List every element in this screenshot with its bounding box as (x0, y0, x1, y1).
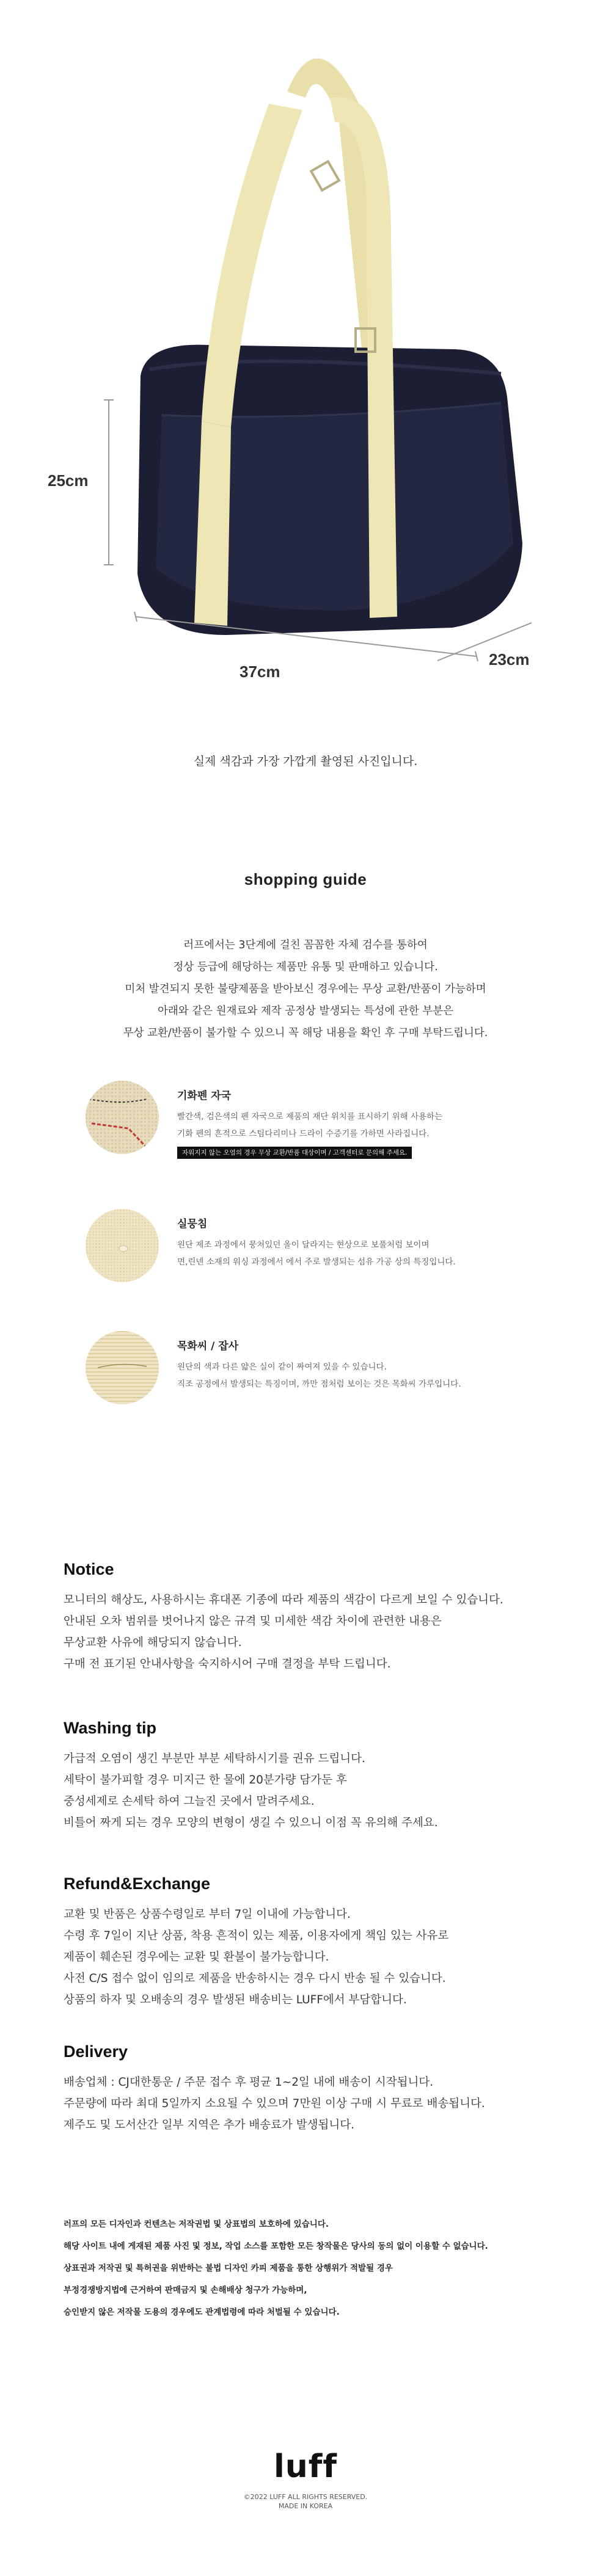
width-dimension: 37cm (240, 662, 280, 681)
legal-line: 러프의 모든 디자인과 컨텐츠는 저작권법 및 상표법의 보호하에 있습니다. (64, 2219, 329, 2229)
made-in-text: MADE IN KOREA (278, 2502, 333, 2510)
guide-line: 미처 발견되지 못한 불량제품을 받아보신 경우에는 무상 교환/반품이 가능하며 (125, 983, 486, 995)
washing-tip-body (64, 1748, 565, 1834)
delivery-line: 주문량에 따라 최대 5일까지 소요될 수 있으며 7만원 이상 구매 시 무료로 배송됩니다. (64, 2097, 485, 2110)
shopping-guide-text (0, 934, 611, 1044)
depth-dimension: 23cm (489, 650, 530, 669)
item-desc-line: 원단 제조 과정에서 뭉쳐있던 올이 달라지는 현상으로 보풀처럼 보이며 (177, 1240, 430, 1250)
notice-title: Notice (64, 1560, 114, 1578)
guide-line: 러프에서는 3단계에 걸친 꼼꼼한 자체 검수를 통하여 (183, 939, 428, 951)
notice-line: 구매 전 표기된 안내사항을 숙지하시어 구매 결정을 부탁 드립니다. (64, 1658, 391, 1671)
delivery-title: Delivery (64, 2042, 128, 2061)
item-description (177, 1359, 461, 1393)
legal-line: 상표권과 저작권 및 특허권을 위반하는 불법 디자인 카피 제품을 통한 상행위가 적발될 경우 (64, 2263, 393, 2273)
shopping-guide-title: shopping guide (244, 870, 367, 888)
legal-line: 승인받지 않은 저작물 도용의 경우에도 관계법령에 따라 처벌될 수 있습니다. (64, 2307, 340, 2317)
delivery-line: 제주도 및 도서산간 일부 지역은 추가 배송료가 발생됩니다. (64, 2119, 354, 2132)
item-description (177, 1236, 456, 1271)
brand-logo: luff (273, 2448, 338, 2485)
marker-trace-photo (86, 1081, 159, 1154)
refund-title: Refund&Exchange (64, 1874, 211, 1893)
notice-body (64, 1589, 565, 1675)
legal-notice (64, 2213, 589, 2323)
washing-line: 중성세제로 손세탁 하여 그늘진 곳에서 말려주세요. (64, 1795, 315, 1808)
item-desc-line: 직조 공정에서 발생되는 특징이며, 까만 점처럼 보이는 것은 목화씨 가루입니다. (177, 1379, 461, 1389)
refund-body (64, 1904, 565, 2011)
copyright-text: ©2022 LUFF ALL RIGHTS RESERVED. (243, 2493, 368, 2501)
washing-tip-title: Washing tip (64, 1719, 156, 1737)
notice-line: 모니터의 해상도, 사용하시는 휴대폰 기종에 따라 제품의 색감이 다르게 보일 수 있습니다. (64, 1594, 503, 1606)
legal-line: 부정경쟁방지법에 근거하여 판매금지 및 손해배상 청구가 가능하며, (64, 2285, 307, 2295)
notice-line: 안내된 오차 범위를 벗어나지 않은 규격 및 미세한 색감 차이에 관련한 내용은 (64, 1615, 442, 1628)
delivery-line: 배송업체 : CJ대한통운 / 주문 접수 후 평균 1~2일 내에 배송이 시작됩니다. (64, 2076, 434, 2089)
photo-caption: 실제 색감과 가장 가깝게 촬영된 사진입니다. (193, 755, 418, 768)
legal-line: 해당 사이트 내에 게재된 제품 사진 및 정보, 작업 소스를 포함한 모든 창작물은 당사의 동의 없이 이용할 수 없습니다. (64, 2241, 488, 2251)
guide-line: 정상 등급에 해당하는 제품만 유통 및 판매하고 있습니다. (173, 961, 438, 973)
item-title: 실뭉침 (177, 1218, 208, 1230)
thread-lump-photo (86, 1209, 159, 1282)
refund-line: 제품이 훼손된 경우에는 교환 및 환불이 불가능합니다. (64, 1951, 329, 1964)
notice-label: 자워지지 않는 오염의 경우 무상 교환/반품 대상이며 / 고객센터로 문의해 주세요. (177, 1147, 412, 1159)
guide-line: 아래와 같은 원재료와 제작 공정상 발생되는 특성에 관한 부분은 (157, 1005, 454, 1017)
bag-illustration (0, 0, 611, 708)
item-title: 목화씨 / 잡사 (177, 1340, 239, 1352)
guide-line: 무상 교환/반품이 불가할 수 있으니 꼭 해당 내용을 확인 후 구매 부탁드립니다. (123, 1027, 488, 1039)
refund-line: 수령 후 7일이 지난 상품, 착용 흔적이 있는 제품, 이용자에게 책임 있는 사유로 (64, 1929, 449, 1942)
item-desc-line: 원단의 색과 다른 얇은 실이 같이 짜여져 있을 수 있습니다. (177, 1362, 387, 1372)
item-desc-line: 빨간색, 검은색의 펜 자국으로 제품의 재단 위치를 표시하기 위해 사용하는 (177, 1112, 443, 1122)
height-dimension: 25cm (48, 471, 89, 490)
washing-line: 비틀어 짜게 되는 경우 모양의 변형이 생길 수 있으니 이점 꼭 유의해 주세요. (64, 1816, 438, 1829)
notice-line: 무상교환 사유에 해당되지 않습니다. (64, 1636, 242, 1649)
item-desc-line: 기화 펜의 흔적으로 스팀다리미나 드라이 수증기를 가하면 사라집니다. (177, 1129, 430, 1139)
product-figure (0, 0, 611, 708)
item-desc-line: 면,린넨 소재의 워싱 과정에서 에서 주로 발생되는 섬유 가공 상의 특징입니다. (177, 1257, 456, 1267)
refund-line: 사전 C/S 접수 없이 임의로 제품을 반송하시는 경우 다시 반송 될 수 있습니다. (64, 1972, 446, 1985)
item-description (177, 1108, 442, 1142)
cotton-seed-photo (86, 1331, 159, 1404)
washing-line: 가급적 오염이 생긴 부분만 부분 세탁하시기를 권유 드립니다. (64, 1752, 365, 1765)
item-title: 기화펜 자국 (177, 1090, 232, 1102)
refund-line: 상품의 하자 및 오배송의 경우 발생된 배송비는 LUFF에서 부담합니다. (64, 1994, 407, 2006)
washing-line: 세탁이 불가피할 경우 미지근 한 물에 20분가량 담가둔 후 (64, 1774, 347, 1787)
delivery-body (64, 2072, 565, 2136)
refund-line: 교환 및 반품은 상품수령일로 부터 7일 이내에 가능합니다. (64, 1908, 351, 1921)
